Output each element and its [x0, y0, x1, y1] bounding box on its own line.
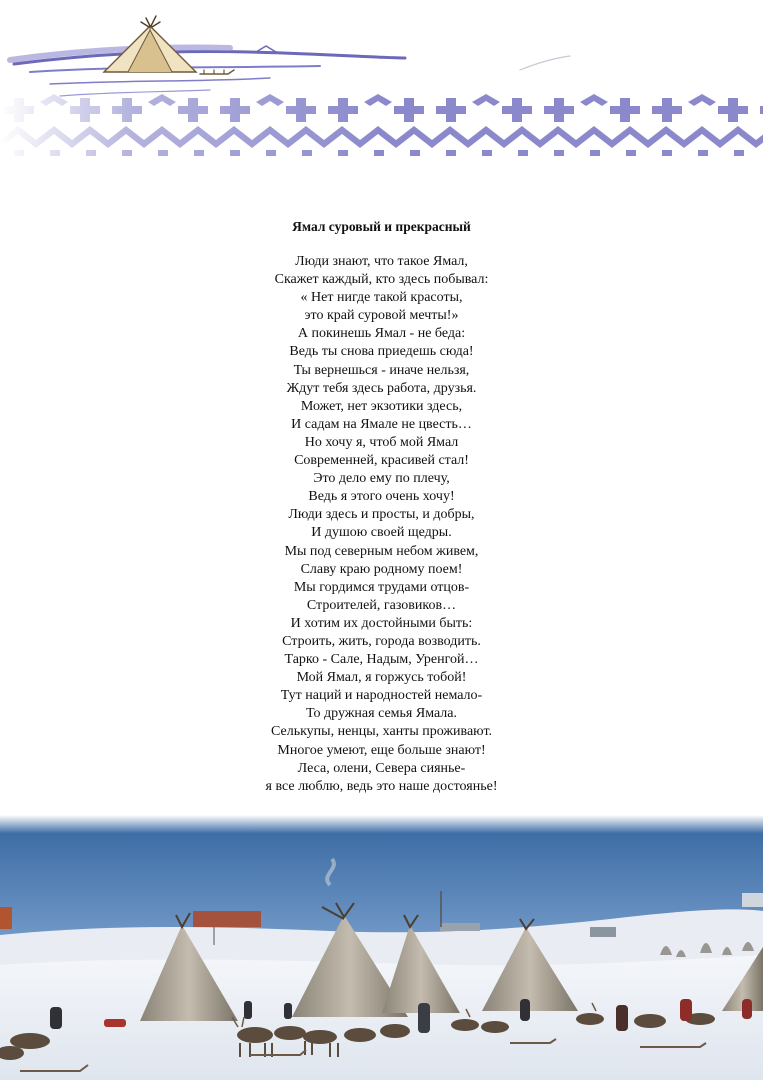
poem-line: Это дело ему по плечу, — [313, 471, 450, 487]
poem-line: Ведь ты снова приедешь сюда! — [289, 344, 474, 360]
poem-line: я все люблю, ведь это наше достоянье! — [265, 778, 498, 794]
poem-line: Строить, жить, города возводить. — [282, 633, 481, 649]
poem-line: Многое умеют, еще больше знают! — [277, 742, 486, 758]
poem-line: И душою своей щедры. — [311, 525, 452, 541]
poem-line: Леса, олени, Севера сиянье- — [297, 760, 466, 776]
poem-line: Скажет каждый, кто здесь побывал: — [274, 272, 489, 288]
poem-line: И хотим их достойными быть: — [290, 615, 473, 631]
poem-line: Люди знают, что такое Ямал, — [295, 254, 468, 269]
poem-line: Мы под северным небом живем, — [284, 543, 479, 559]
poem-line: Тут наций и народностей немало- — [280, 688, 483, 704]
poem-line: это край суровой мечты!» — [304, 308, 459, 324]
nenets-ornament-band — [0, 88, 763, 162]
poem-line: Строителей, газовиков… — [306, 597, 457, 613]
sketch-chum-icon — [10, 16, 570, 96]
poem-line: Мой Ямал, я горжусь тобой! — [296, 670, 467, 686]
poem-line: Ведь я этого очень хочу! — [308, 489, 455, 505]
poem-line: Современней, красивей стал! — [294, 453, 469, 469]
poem-line: Тарко - Сале, Надым, Уренгой… — [284, 652, 479, 668]
poem-line: Ждут тебя здесь работа, друзья. — [286, 380, 477, 396]
poem-line: И садам на Ямале не цвесть… — [291, 416, 472, 432]
poem-line: Селькупы, ненцы, ханты проживают. — [270, 724, 493, 740]
poem-line: « Нет нигде такой красоты, — [300, 290, 463, 306]
poem-line: А покинешь Ямал - не беда: — [297, 326, 466, 342]
poem-line: Славу краю родному поем! — [300, 561, 463, 577]
header-ornament-illustration — [0, 0, 763, 175]
poem-line: Ты вернешься - иначе нельзя, — [293, 362, 470, 378]
poem-line: Может, нет экзотики здесь, — [300, 398, 463, 414]
poem-line: То дружная семья Ямала. — [306, 706, 457, 722]
poem-block — [0, 218, 763, 796]
reindeer-camp-photo — [0, 815, 763, 1080]
poem-line: Люди здесь и просты, и добры, — [288, 507, 475, 523]
poem-title: Ямал суровый и прекрасный — [292, 219, 471, 234]
poem-line: Но хочу я, чтоб мой Ямал — [304, 434, 459, 450]
poem-lines — [0, 253, 763, 796]
poem-line: Мы гордимся трудами отцов- — [293, 579, 470, 595]
